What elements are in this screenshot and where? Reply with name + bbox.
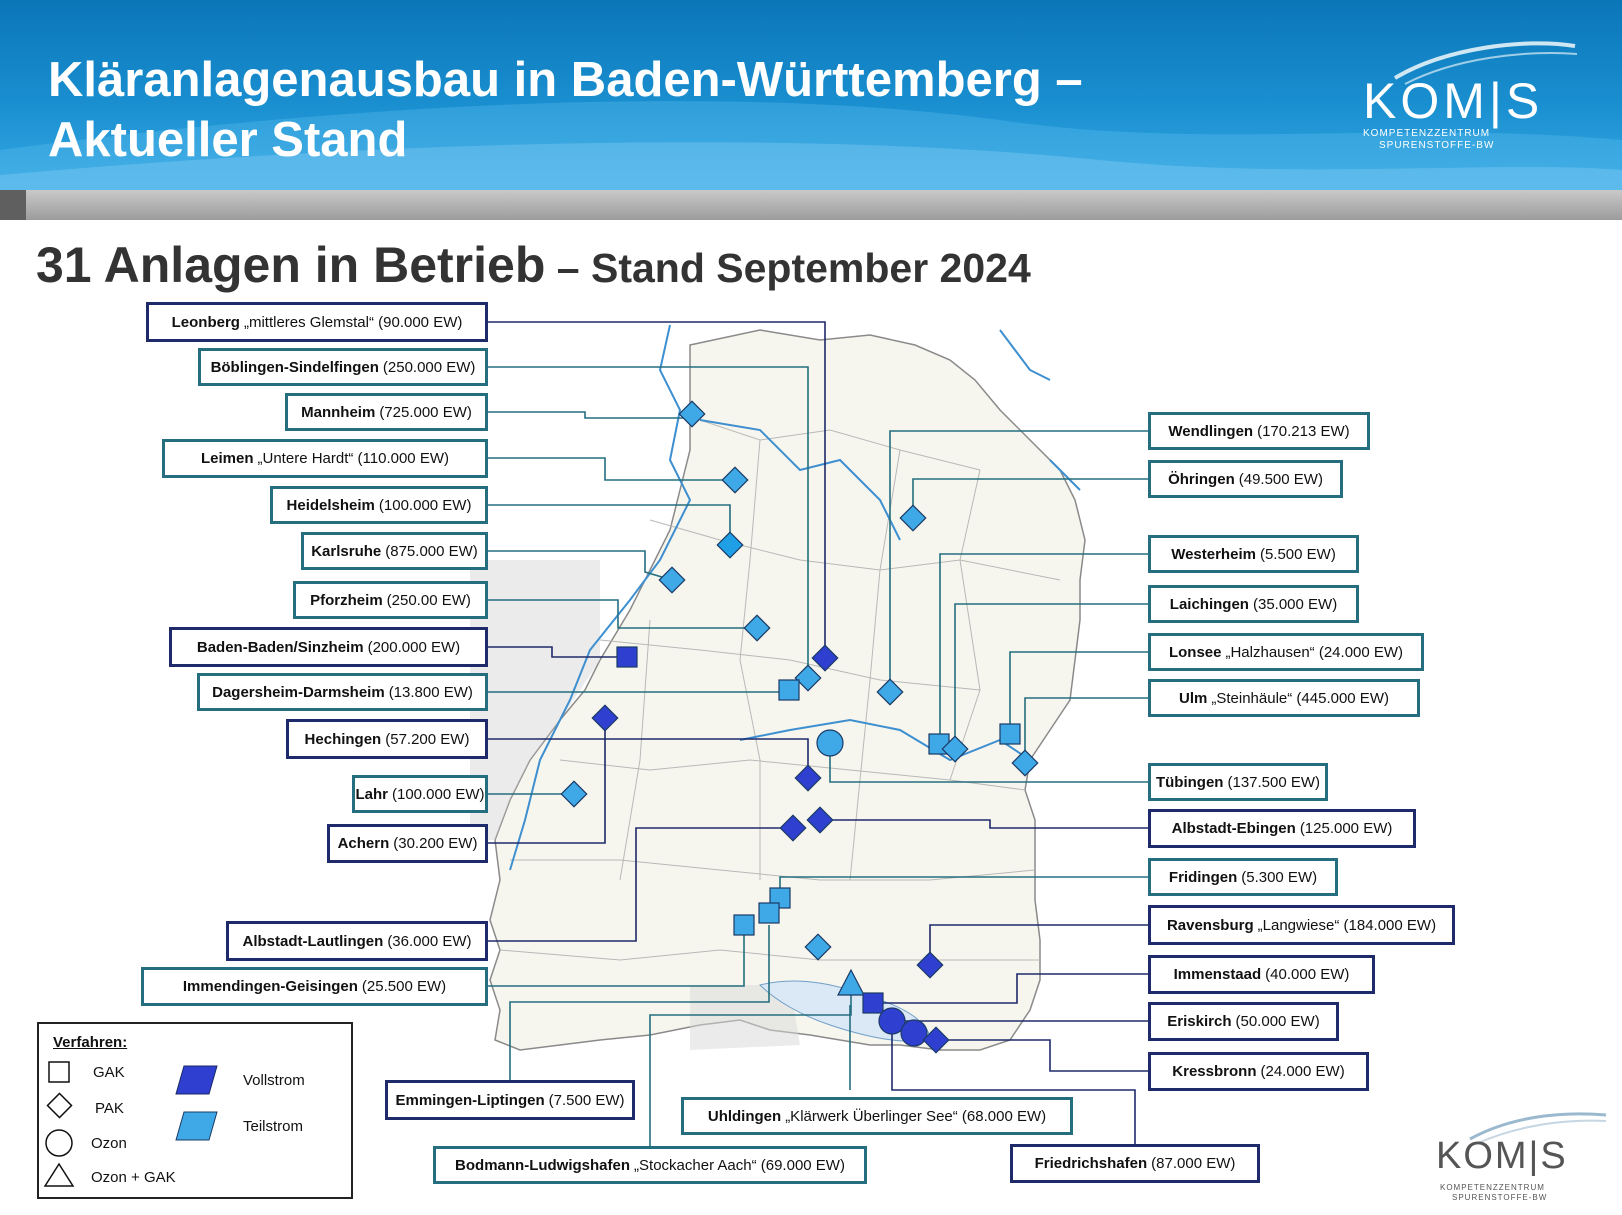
label-eriskirch xyxy=(1148,1002,1339,1041)
label-detail: (250.000 EW) xyxy=(382,358,476,376)
label-detail: (100.000 EW) xyxy=(378,496,472,514)
label-lahr xyxy=(352,775,488,813)
legend-symbols xyxy=(39,1024,349,1194)
label-ravensburg xyxy=(1148,905,1455,945)
label-name: Immenstaad xyxy=(1173,966,1262,983)
legend-square-icon xyxy=(49,1062,69,1082)
label-name: Bodmann-Ludwigshafen xyxy=(455,1156,631,1174)
label-name: Wendlingen xyxy=(1168,422,1254,440)
label-oehringen xyxy=(1148,460,1343,498)
logo-bottom-text: KOM|S xyxy=(1436,1135,1568,1177)
label-name: Böblingen-Sindelfingen xyxy=(210,358,379,376)
label-name: Leimen xyxy=(201,450,254,467)
label-detail: (250.00 EW) xyxy=(386,591,471,609)
label-detail: (5.300 EW) xyxy=(1241,868,1318,886)
label-name: Mannheim xyxy=(301,403,376,421)
label-detail: (57.200 EW) xyxy=(385,730,470,748)
label-fridingen xyxy=(1148,858,1338,896)
marker-immendingen xyxy=(734,915,754,935)
subtitle-date: Stand September 2024 xyxy=(590,245,1031,291)
label-name: Fridingen xyxy=(1168,868,1238,886)
logo-sub2: SPURENSTOFFE-BW xyxy=(1379,140,1495,151)
label-detail: (36.000 EW) xyxy=(387,932,472,950)
label-name: Emmingen-Liptingen xyxy=(395,1091,545,1109)
logo-text: KOM|S xyxy=(1363,73,1544,129)
legend xyxy=(37,1022,353,1199)
label-laichingen xyxy=(1148,585,1359,623)
label-name: Laichingen xyxy=(1169,595,1249,613)
label-hechingen xyxy=(286,719,488,759)
label-detail: (24.000 EW) xyxy=(1260,1063,1345,1080)
label-detail: „mittleres Glemstal“ (90.000 EW) xyxy=(243,313,463,331)
legend-circle-icon xyxy=(46,1130,72,1156)
label-tuebingen xyxy=(1148,763,1328,801)
marker-friedrichshafen xyxy=(901,1020,927,1046)
label-name: Öhringen xyxy=(1168,470,1235,488)
label-bodmann xyxy=(433,1146,867,1184)
legend-vollstrom-icon xyxy=(176,1066,217,1094)
label-detail: (40.000 EW) xyxy=(1265,966,1350,983)
label-friedrichshafen xyxy=(1010,1144,1260,1183)
label-detail: (30.200 EW) xyxy=(393,835,478,852)
label-name: Ulm xyxy=(1179,689,1208,707)
line-mannheim xyxy=(487,412,692,418)
label-karlsruhe xyxy=(301,532,488,570)
label-name: Kressbronn xyxy=(1172,1063,1257,1080)
legend-vollstrom: Vollstrom xyxy=(243,1072,305,1089)
label-name: Westerheim xyxy=(1171,545,1256,563)
marker-tuebingen xyxy=(817,730,843,756)
label-name: Ravensburg xyxy=(1166,916,1254,934)
label-detail: „Steinhäule“ (445.000 EW) xyxy=(1211,689,1389,707)
label-immendingen xyxy=(141,967,488,1006)
label-name: Pforzheim xyxy=(310,591,383,609)
label-detail: „Klärwerk Überlinger See“ (68.000 EW) xyxy=(785,1107,1047,1125)
legend-pak: PAK xyxy=(95,1100,124,1117)
page-title-line1: Kläranlagenausbau in Baden-Württemberg – xyxy=(48,53,1083,107)
label-dagersheim xyxy=(197,673,488,711)
label-detail: (725.000 EW) xyxy=(379,403,472,421)
logo-bottom-sub1: KOMPETENZZENTRUM xyxy=(1440,1183,1545,1192)
label-albstadt-ebingen xyxy=(1148,809,1416,848)
label-lonsee xyxy=(1148,633,1424,671)
legend-diamond-icon xyxy=(47,1093,71,1117)
label-badenbaden xyxy=(169,627,488,667)
label-kressbronn xyxy=(1148,1052,1369,1091)
subtitle-main: 31 Anlagen in Betrieb xyxy=(36,237,546,293)
label-detail: (50.000 EW) xyxy=(1235,1013,1320,1030)
label-immenstaad xyxy=(1148,955,1375,994)
label-pforzheim xyxy=(293,581,488,619)
legend-gak: GAK xyxy=(93,1064,125,1081)
label-name: Heidelsheim xyxy=(286,496,375,514)
label-detail: (200.000 EW) xyxy=(367,638,461,656)
legend-teilstrom: Teilstrom xyxy=(243,1118,304,1135)
marker-badenbaden xyxy=(617,647,637,667)
label-name: Tübingen xyxy=(1155,773,1224,791)
label-name: Eriskirch xyxy=(1167,1013,1232,1030)
label-albstadt-lautlingen xyxy=(226,921,488,961)
label-name: Albstadt-Ebingen xyxy=(1171,820,1296,837)
label-name: Friedrichshafen xyxy=(1034,1155,1148,1172)
label-leimen xyxy=(162,439,488,478)
label-detail: „Stockacher Aach“ (69.000 EW) xyxy=(634,1156,845,1174)
label-name: Lonsee xyxy=(1168,643,1222,661)
label-name: Dagersheim-Darmsheim xyxy=(212,683,385,701)
label-detail: (35.000 EW) xyxy=(1252,595,1338,613)
label-name: Leonberg xyxy=(171,313,240,331)
legend-title: Verfahren: xyxy=(53,1034,128,1051)
logo-sub1: KOMPETENZZENTRUM xyxy=(1363,128,1491,139)
marker-immenstaad xyxy=(863,993,883,1013)
marker-emmingen xyxy=(759,903,779,923)
label-name: Baden-Baden/Sinzheim xyxy=(196,638,364,656)
label-uhldingen xyxy=(681,1097,1073,1135)
label-name: Lahr xyxy=(355,785,388,803)
label-wendlingen xyxy=(1148,412,1370,450)
label-detail: (49.500 EW) xyxy=(1238,470,1323,488)
label-name: Hechingen xyxy=(304,730,382,748)
label-detail: (170.213 EW) xyxy=(1257,422,1350,440)
label-detail: (5.500 EW) xyxy=(1259,545,1336,563)
page-title-line2: Aktueller Stand xyxy=(48,113,408,167)
label-name: Uhldingen xyxy=(707,1107,782,1125)
label-heidelsheim xyxy=(270,486,488,524)
label-name: Achern xyxy=(337,835,390,852)
label-mannheim xyxy=(285,393,488,431)
label-emmingen xyxy=(385,1080,635,1120)
label-detail: „Untere Hardt“ (110.000 EW) xyxy=(257,450,449,467)
logo-bottom-sub2: SPURENSTOFFE-BW xyxy=(1452,1193,1548,1202)
label-detail: (875.000 EW) xyxy=(385,542,478,560)
marker-dagersheim xyxy=(779,680,799,700)
label-leonberg xyxy=(146,302,488,342)
label-name: Albstadt-Lautlingen xyxy=(242,932,384,950)
koms-logo-bottom xyxy=(1430,1105,1610,1205)
label-boeblingen xyxy=(198,348,488,386)
legend-teilstrom-icon xyxy=(176,1112,217,1140)
legend-ozon-gak: Ozon + GAK xyxy=(91,1169,176,1186)
label-name: Immendingen-Geisingen xyxy=(182,978,358,995)
label-detail: (87.000 EW) xyxy=(1151,1155,1236,1172)
label-detail: (7.500 EW) xyxy=(548,1091,625,1109)
legend-ozon: Ozon xyxy=(91,1135,127,1152)
label-detail: „Halzhausen“ (24.000 EW) xyxy=(1225,643,1404,661)
label-name: Karlsruhe xyxy=(311,542,382,560)
marker-lonsee xyxy=(1000,724,1020,744)
label-ulm xyxy=(1148,679,1420,717)
subtitle-dash: – xyxy=(545,245,591,291)
legend-triangle-icon xyxy=(45,1164,73,1186)
label-achern xyxy=(327,824,488,863)
label-westerheim xyxy=(1148,535,1359,573)
label-detail: (100.000 EW) xyxy=(391,785,485,803)
label-detail: (13.800 EW) xyxy=(388,683,473,701)
label-detail: (25.500 EW) xyxy=(361,978,447,995)
label-detail: „Langwiese“ (184.000 EW) xyxy=(1257,916,1437,934)
label-detail: (137.500 EW) xyxy=(1227,773,1321,791)
label-detail: (125.000 EW) xyxy=(1299,820,1393,837)
